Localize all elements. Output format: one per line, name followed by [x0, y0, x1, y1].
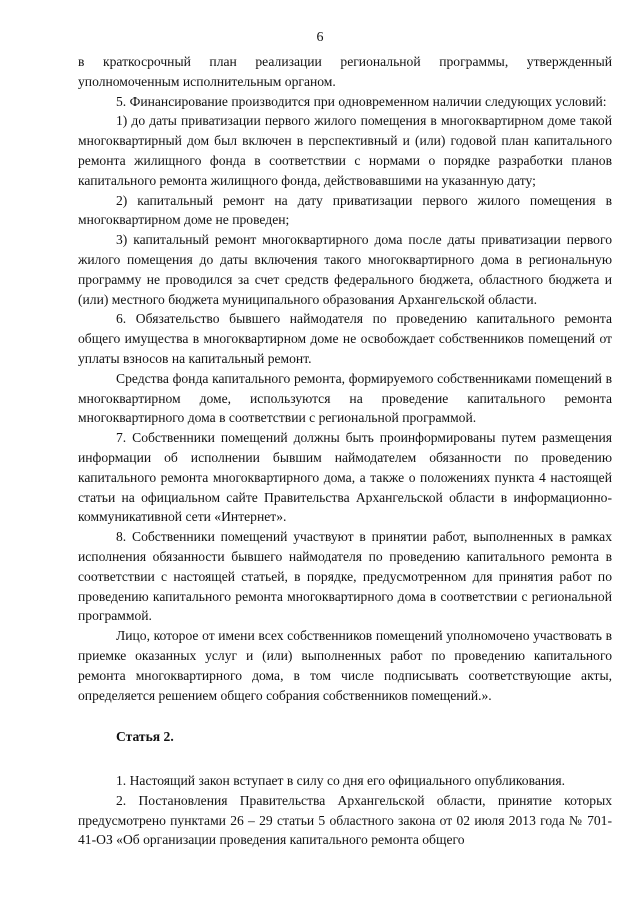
paragraph-subitem-2: 2) капитальный ремонт на дату приватизации первого жилого помещения в многоквартирном доме не проведен;	[78, 192, 612, 228]
article-heading: Статья 2.	[116, 729, 174, 745]
paragraph-item-6: 6. Обязательство бывшего наймодателя по проведению капитального ремонта общего имущества в многоквартирном доме не освобождает собственников помещений от уплаты взносов на капитальный ремонт.	[78, 311, 612, 366]
article-2-item-2: 2. Постановления Правительства Архангельской области, принятие которых предусмотрено пунктами 26 – 29 статьи 5 областного закона от 02 июля 2013 года № 701-41-ОЗ «Об организации проведения капитального ремонта общего	[78, 792, 612, 848]
section-spacer	[78, 747, 612, 771]
section-spacer	[78, 705, 612, 727]
paragraph-continuation: в краткосрочный план реализации региональной программы, утвержденный уполномоченным исполнительным органом.	[78, 54, 612, 89]
page-number: 6	[316, 30, 324, 45]
paragraph-item-5: 5. Финансирование производится при одновременном наличии следующих условий:	[116, 93, 607, 109]
paragraph-item-7: 7. Собственники помещений должны быть проинформированы путем размещения информации об исполнении бывшим наймодателем обязанности по проведению капитального ремонта многоквартирного дома, а также о положениях пункта 4 настоящей статьи на официальном сайте Правительства Архангельской области в информационно-коммуникативной сети «Интернет».	[78, 430, 612, 525]
article-2-item-1: 1. Настоящий закон вступает в силу со дня его официального опубликования.	[116, 773, 566, 789]
paragraph-subitem-3: 3) капитальный ремонт многоквартирного дома после даты приватизации первого жилого помещения до даты включения такого многоквартирного дома в региональную программу не проводился за счет средств федерального бюджета, областного бюджета и (или) местного бюджета муниципального образования Архангельской области.	[78, 232, 612, 307]
paragraph-subitem-1: 1) до даты приватизации первого жилого помещения в многоквартирном доме такой многоквартирный дом был включен в перспективный и (или) годовой план капитального ремонта жилищного фонда в соответствии с нормами о порядке разработки планов капитального ремонта жилищного фонда, действовавшими на указанную дату;	[78, 113, 612, 188]
paragraph-item-8: 8. Собственники помещений участвуют в принятии работ, выполненных в рамках исполнения обязанности бывшего наймодателя по проведению капитального ремонта в соответствии с настоящей статьей, в порядке, предусмотренном для принятия работ по проведению капитального ремонта многоквартирного дома в соответствии с региональной программой.	[78, 529, 612, 624]
paragraph-item-8-person: Лицо, которое от имени всех собственников помещений уполномочено участвовать в приемке оказанных услуг и (или) выполненных работ по проведению капитального ремонта многоквартирного дома, в том числе подписывать соответствующие акты, определяется решением общего собрания собственников помещений.».	[78, 628, 612, 703]
paragraph-item-6-funds: Средства фонда капитального ремонта, формируемого собственниками помещений в многоквартирном доме, используются на проведение капитального ремонта многоквартирного дома в соответствии с региональной программой.	[78, 370, 612, 426]
document-body	[78, 52, 612, 850]
